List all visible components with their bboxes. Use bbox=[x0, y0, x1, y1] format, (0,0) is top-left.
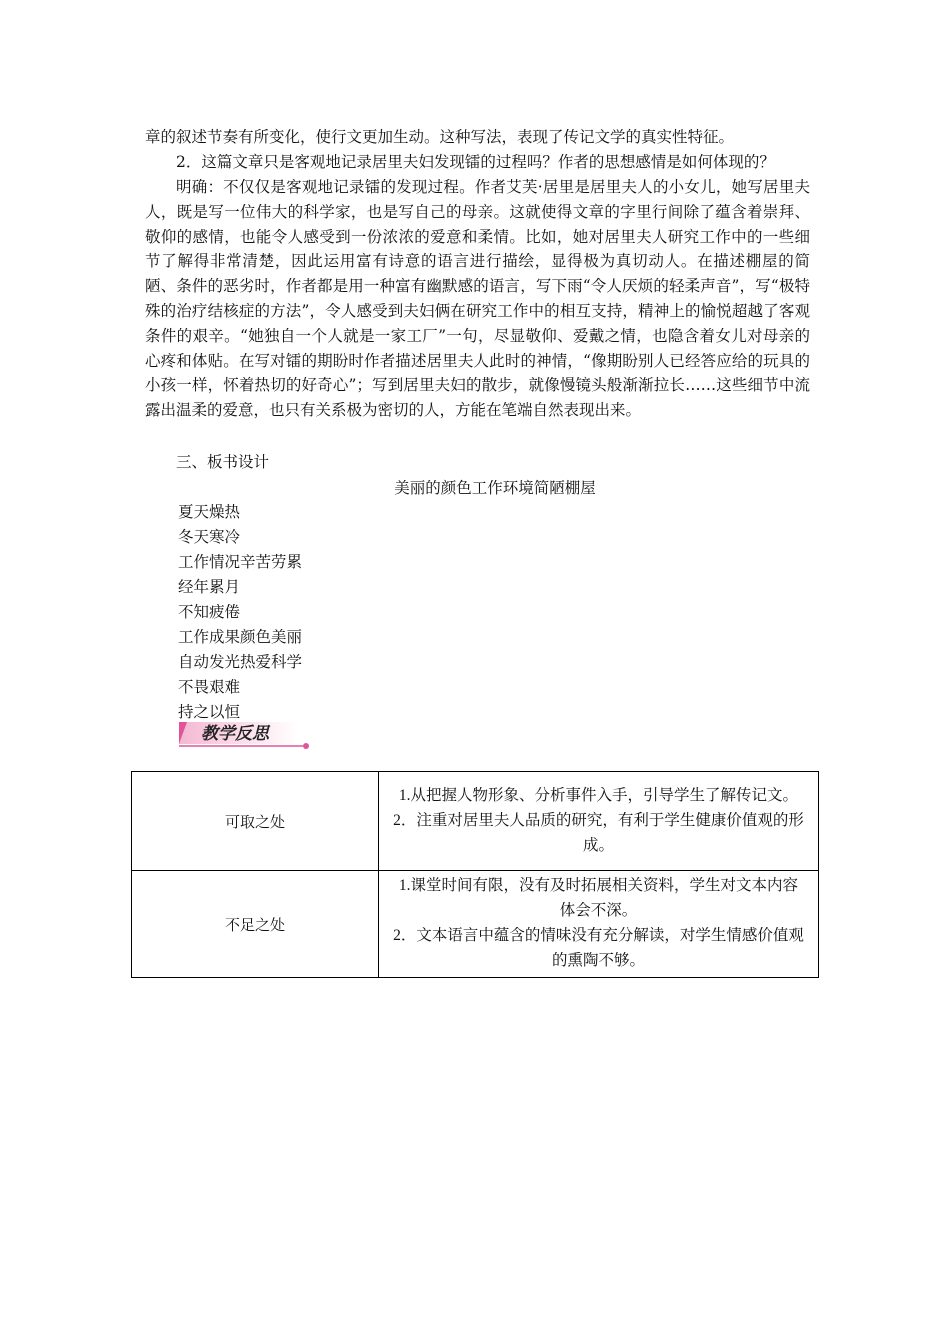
teaching-reflection-banner bbox=[175, 719, 315, 751]
board-item: 持之以恒 bbox=[178, 704, 241, 721]
board-item: 不畏艰难 bbox=[178, 679, 241, 696]
board-item: 不知疲倦 bbox=[178, 604, 241, 621]
banner-dot-icon bbox=[303, 743, 309, 749]
section-heading-board-design: 三、板书设计 bbox=[176, 453, 270, 471]
table-row-weaknesses bbox=[132, 871, 819, 978]
content-line: 2．文本语言中蕴含的情味没有充分解读，对学生情感价值观的熏陶不够。 bbox=[393, 927, 804, 969]
content-line: 1.从把握人物形象、分析事件入手，引导学生了解传记文。 bbox=[398, 786, 799, 804]
row-label: 可取之处 bbox=[132, 772, 379, 871]
board-item: 自动发光热爱科学 bbox=[178, 654, 303, 671]
board-item: 工作情况辛苦劳累 bbox=[178, 554, 303, 571]
answer-paragraph: 明确：不仅仅是客观地记录镭的发现过程。作者艾芙·居里是居里夫人的小女儿，她写居里夫人，既是写一位伟大的科学家，也是写自己的母亲。这就使得文章的字里行间除了蕴含着崇拜、敬仰的感情，也能令人感受到一份浓浓的爱意和柔情。比如，她对居里夫人研究工作中的一些细节了解得非常清楚，因此运用富有诗意的语言进行描绘，显得极为真切动人。在描述棚屋的简陋、条件的恶劣时，作者都是用一种富有幽默感的语言，写下雨“令人厌烦的轻柔声音”，写“极特殊的治疗结核症的方法”，令人感受到夫妇俩在研究工作中的相互支持，精神上的愉悦超越了客观条件的艰辛。“她独自一个人就是一家工厂”一句，尽显敬仰、爱戴之情，也隐含着女儿对母亲的心疼和体贴。在写对镭的期盼时作者描述居里夫人此时的神情，“像期盼别人已经答应给的玩具的小孩一样，怀着热切的好奇心”；写到居里夫妇的散步，就像慢镜头般渐渐拉长……这些细节中流露出温柔的爱意，也只有关系极为密切的人，方能在笔端自然表现出来。 bbox=[145, 178, 810, 420]
board-title: 美丽的颜色工作环境简陋棚屋 bbox=[394, 480, 596, 497]
board-list bbox=[178, 500, 302, 725]
board-item: 经年累月 bbox=[178, 579, 241, 596]
row-content bbox=[379, 772, 819, 871]
paragraph-continuation: 章的叙述节奏有所变化，使行文更加生动。这种写法，表现了传记文学的真实性特征。 bbox=[145, 128, 735, 146]
reflection-table bbox=[131, 771, 819, 978]
row-label: 不足之处 bbox=[132, 871, 379, 978]
question-2: 2．这篇文章只是客观地记录居里夫妇发现镭的过程吗？作者的思想感情是如何体现的？ bbox=[176, 153, 775, 171]
banner-title: 教学反思 bbox=[201, 724, 269, 744]
table-row-strengths bbox=[132, 772, 819, 871]
content-line: 2．注重对居里夫人品质的研究，有利于学生健康价值观的形成。 bbox=[393, 811, 804, 854]
row-content bbox=[379, 871, 819, 978]
board-item: 夏天燥热 bbox=[178, 504, 241, 521]
content-line: 1.课堂时间有限，没有及时拓展相关资料，学生对文本内容体会不深。 bbox=[398, 877, 799, 919]
board-item: 冬天寒冷 bbox=[178, 529, 241, 546]
board-item: 工作成果颜色美丽 bbox=[178, 629, 303, 646]
